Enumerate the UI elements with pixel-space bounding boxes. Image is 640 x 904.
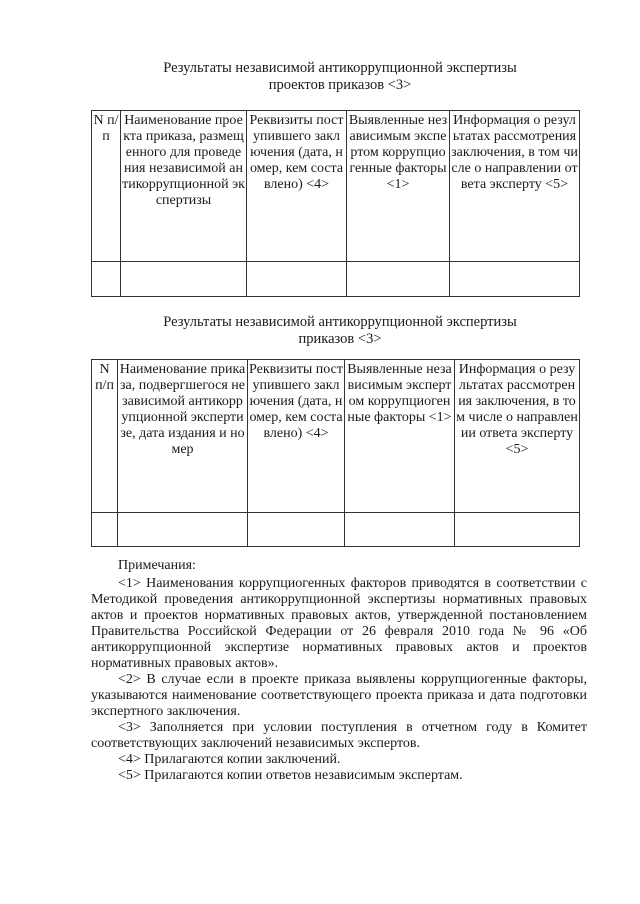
section2-title-line1: Результаты независимой антикоррупционной экспертизы bbox=[163, 314, 517, 330]
table-cell bbox=[92, 513, 118, 547]
section2-header-row bbox=[92, 360, 580, 513]
section2-col-name: Наименование приказа, подвергшегося независимой антикоррупционной экспертизе, дата издания и номер bbox=[118, 360, 248, 513]
section1-title bbox=[90, 60, 590, 94]
section2-table bbox=[91, 359, 580, 547]
section2-title bbox=[90, 314, 590, 348]
note-5: <5> Прилагаются копии ответов независимым экспертам. bbox=[118, 768, 463, 783]
table-cell bbox=[92, 262, 121, 297]
note-1: <1> Наименования коррупциогенных факторов приводятся в соответствии с Методикой проведения антикоррупционной экспертизы нормативных правовых актов и проектов нормативных правовых актов, утвержденной постановлением Правительства Российской Федерации от 26 февраля 2010 года № 96 «Об антикоррупционной экспертизе нормативных правовых актов и проектов нормативных правовых актов». bbox=[91, 576, 587, 671]
section1-col-details: Реквизиты поступившего заключения (дата, номер, кем составлено) <4> bbox=[247, 111, 347, 262]
section2-col-info: Информация о результатах рассмотрения заключения, в том числе о направлении ответа эксперту <5> bbox=[455, 360, 580, 513]
section1-table bbox=[91, 110, 580, 297]
section2-title-line2: приказов <3> bbox=[298, 331, 382, 347]
notes-heading: Примечания: bbox=[118, 558, 196, 573]
table-cell bbox=[248, 513, 345, 547]
table-cell bbox=[455, 513, 580, 547]
section1-empty-row bbox=[92, 262, 580, 297]
note-4: <4> Прилагаются копии заключений. bbox=[118, 752, 341, 767]
section2-col-factors: Выявленные независимым экспертом коррупциогенные факторы <1> bbox=[345, 360, 455, 513]
table-cell bbox=[450, 262, 580, 297]
table-cell bbox=[347, 262, 450, 297]
section1-title-line1: Результаты независимой антикоррупционной экспертизы bbox=[163, 60, 517, 76]
note-2: <2> В случае если в проекте приказа выявлены коррупциогенные факторы, указываются наименование соответствующего проекта приказа и дата подготовки экспертного заключения. bbox=[91, 672, 587, 719]
table-cell bbox=[247, 262, 347, 297]
section1-header-row bbox=[92, 111, 580, 262]
section1-col-number: N п/п bbox=[92, 111, 121, 262]
notes bbox=[91, 558, 587, 784]
section2-empty-row bbox=[92, 513, 580, 547]
section1-col-info: Информация о результатах рассмотрения заключения, в том числе о направлении ответа эксперту <5> bbox=[450, 111, 580, 262]
section1-title-line2: проектов приказов <3> bbox=[268, 77, 412, 93]
table-cell bbox=[345, 513, 455, 547]
table-cell bbox=[121, 262, 247, 297]
table-cell bbox=[118, 513, 248, 547]
section2-col-details: Реквизиты поступившего заключения (дата, номер, кем составлено) <4> bbox=[248, 360, 345, 513]
note-3: <3> Заполняется при условии поступления в отчетном году в Комитет соответствующих заключений независимых экспертов. bbox=[91, 720, 587, 751]
section2-col-number: N п/п bbox=[92, 360, 118, 513]
section1-col-factors: Выявленные независимым экспертом коррупциогенные факторы <1> bbox=[347, 111, 450, 262]
section1-col-name: Наименование проекта приказа, размещенного для проведения независимой антикоррупционной экспертизы bbox=[121, 111, 247, 262]
